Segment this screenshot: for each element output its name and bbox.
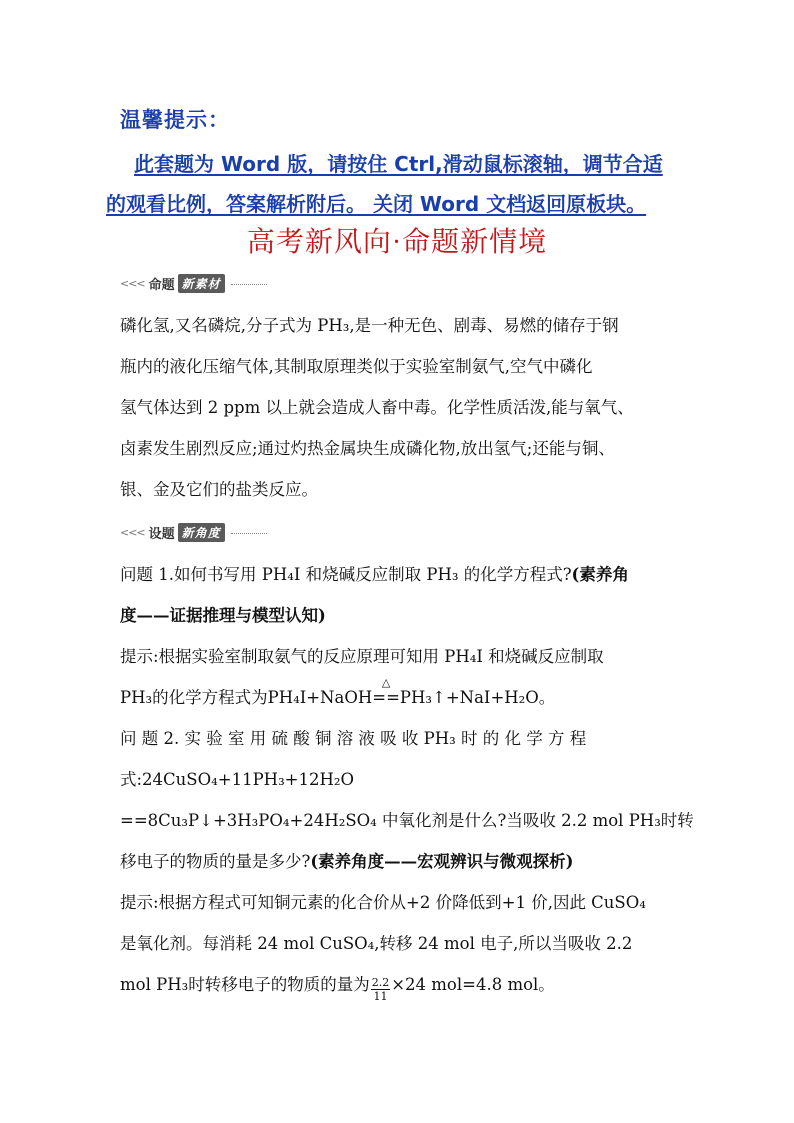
answer-2-line-2: 是氧化剂。每消耗 24 mol CuSO₄,转移 24 mol 电子,所以当吸收 2.2 — [120, 934, 633, 953]
section-tag-badge: 新角度 — [178, 523, 225, 542]
material-paragraph — [120, 305, 676, 510]
notice-text — [106, 144, 680, 224]
question-1-line-2: 度——证据推理与模型认知) — [120, 606, 326, 625]
question-1-line-1: 问题 1.如何书写用 PH₄I 和烧碱反应制取 PH₃ 的化学方程式?(素养角 — [120, 565, 629, 584]
material-line: 氢气体达到 2 ppm 以上就会造成人畜中毒。化学性质活泼,能与氧气、 — [120, 398, 634, 417]
questions-block — [120, 554, 694, 1005]
fraction: $\frac{2.2}{11}$ — [371, 976, 390, 1003]
answer-2-line-3: mol PH₃时转移电子的物质的量为 $\frac{2.2}{11}$ ×24 mol=4.8 mol。 — [120, 975, 555, 1003]
tag-decoration-icon: <<< — [120, 276, 145, 290]
section-tag-label: 设题 — [148, 526, 175, 542]
heat-condition-arrow: == △ — [372, 676, 400, 707]
material-line: 卤素发生剧烈反应;通过灼热金属块生成磷化物,放出氢气;还能与铜、 — [120, 439, 615, 458]
answer-1-line-2: PH₃的化学方程式为PH₄I+NaOH== △ PH₃↑+NaI+H₂O。 — [120, 677, 676, 718]
page-title: 高考新风向·命题新情境 — [246, 227, 548, 258]
material-line: 瓶内的液化压缩气体,其制取原理类似于实验室制氨气,空气中磷化 — [120, 357, 593, 376]
material-line: 磷化氢,又名磷烷,分子式为 PH₃,是一种无色、剧毒、易燃的储存于钢 — [120, 316, 619, 335]
tag-decoration-icon: <<< — [120, 525, 145, 539]
question-2-line-3: ==8Cu₃P↓+3H₃PO₄+24H₂SO₄ 中氧化剂是什么?当吸收 2.2 mol PH₃时转 — [120, 811, 694, 830]
answer-1-line-1: 提示:根据实验室制取氨气的反应原理可知用 PH₄I 和烧碱反应制取 — [120, 647, 604, 666]
question-2-line-2: 式:24CuSO₄+11PH₃+12H₂O — [120, 770, 355, 789]
tag-divider — [231, 284, 267, 285]
section-tag-badge: 新素材 — [178, 274, 225, 293]
question-2-line-1: 问 题 2. 实 验 室 用 硫 酸 铜 溶 液 吸 收 PH₃ 时 的 化 学 方 程 — [120, 729, 587, 748]
section-tag-material — [120, 272, 267, 294]
section-tag-angle — [120, 521, 267, 543]
notice-line-2: 的观看比例，答案解析附后。 关闭 Word 文档返回原板块。 — [106, 192, 647, 216]
tag-divider — [231, 533, 267, 534]
material-line: 银、金及它们的盐类反应。 — [120, 480, 318, 499]
section-tag-label: 命题 — [148, 277, 175, 293]
notice-title: 温馨提示： — [120, 108, 230, 132]
question-2-line-4: 移电子的物质的量是多少?(素养角度——宏观辨识与微观探析) — [120, 852, 574, 871]
notice-line-1: 此套题为 Word 版，请按住 Ctrl,滑动鼠标滚轴，调节合适 — [134, 152, 663, 176]
answer-2-line-1: 提示:根据方程式可知铜元素的化合价从+2 价降低到+1 价,因此 CuSO₄ — [120, 893, 646, 912]
